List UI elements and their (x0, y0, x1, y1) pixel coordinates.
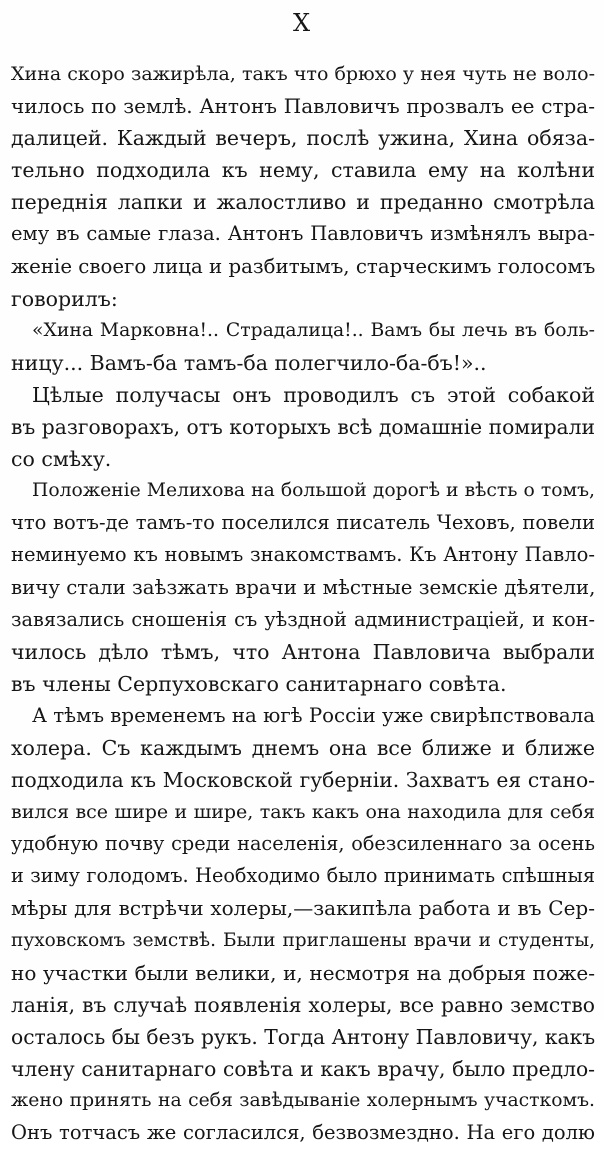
text-line: переднія лапки и жалостливо и преданно смотрѣла (11, 190, 595, 215)
text-line: А тѣмъ временемъ на югѣ Россіи уже свирѣпствовала (32, 703, 595, 727)
text-line: тельно подходила къ нему, ставила ему на колѣни (11, 158, 595, 183)
text-line: ницу... Вамъ-ба тамъ-ба полегчило-ба-бъ!».. (11, 350, 487, 375)
text-line: далицей. Каждый вечеръ, послѣ ужина, Хина обяза- (11, 126, 595, 151)
text-line: но участки были велики, и, несмотря на добрыя поже- (11, 960, 595, 985)
text-line: ланія, въ случаѣ появленія холеры, все равно земство (11, 992, 595, 1017)
text-line: Онъ тотчасъ же согласился, безвозмездно. На его долю (11, 1121, 595, 1145)
text-line: Цѣлые получасы онъ проводилъ съ этой собакой (32, 382, 595, 407)
text-line: члену санитарнаго совѣта и какъ врачу, было предло- (11, 1056, 595, 1081)
text-line: «Хина Марковна!.. Страдалица!.. Вамъ бы лечь въ боль- (32, 319, 595, 341)
text-line: въ разговорахъ, отъ которыхъ всѣ домашніе помирали (11, 415, 595, 440)
text-line: удобную почву среди населенія, обезсиленнаго за осень (11, 832, 595, 856)
page-body-text (11, 58, 595, 1149)
text-line: осталось бы безъ рукъ. Тогда Антону Павловичу, какъ (11, 1024, 595, 1049)
text-line: женіе своего лица и разбитымъ, старческимъ голосомъ (11, 254, 595, 278)
text-line: въ члены Серпуховскаго санитарнаго совѣта. (11, 671, 507, 696)
text-line: ему въ самые глаза. Антонъ Павловичъ измѣнялъ выра- (11, 222, 595, 246)
text-line: говорилъ: (11, 286, 118, 311)
text-line: чилось по землѣ. Антонъ Павловичъ прозвалъ ее стра- (11, 94, 595, 119)
text-line: вичу стали заѣзжать врачи и мѣстные земскіе дѣятели, (11, 575, 595, 599)
text-line: со смѣху. (11, 447, 112, 472)
text-line: жено принять на себя завѣдываніе холернымъ участкомъ. (11, 1090, 595, 1111)
text-line: мѣры для встрѣчи холеры,—закипѣла работа и въ Сер- (11, 896, 595, 921)
text-line: неминуемо къ новымъ знакомствамъ. Къ Антону Павло- (11, 543, 595, 567)
text-line: пуховскомъ земствѣ. Были приглашены врачи и студенты, (11, 929, 595, 951)
text-line: завязались сношенія съ уѣздной администраціей, и кон- (11, 607, 595, 631)
text-line: Положеніе Мелихова на большой дорогѣ и вѣсть о томъ, (32, 480, 595, 502)
text-line: что вотъ-де тамъ-то поселился писатель Чеховъ, повели (11, 511, 595, 535)
text-line: Хина скоро зажирѣла, такъ что брюхо у нея чуть не воло- (11, 63, 595, 85)
chapter-heading: X (292, 9, 312, 37)
text-line: чилось дѣло тѣмъ, что Антона Павловича выбрали (11, 639, 595, 664)
text-line: холера. Съ каждымъ днемъ она все ближе и ближе (11, 735, 595, 760)
text-line: вился все шире и шире, такъ какъ она находила для себя (11, 801, 595, 824)
text-line: и зиму голодомъ. Необходимо было принимать спѣшныя (11, 864, 595, 888)
text-line: подходила къ Московской губерніи. Захватъ ея стано- (11, 768, 595, 793)
